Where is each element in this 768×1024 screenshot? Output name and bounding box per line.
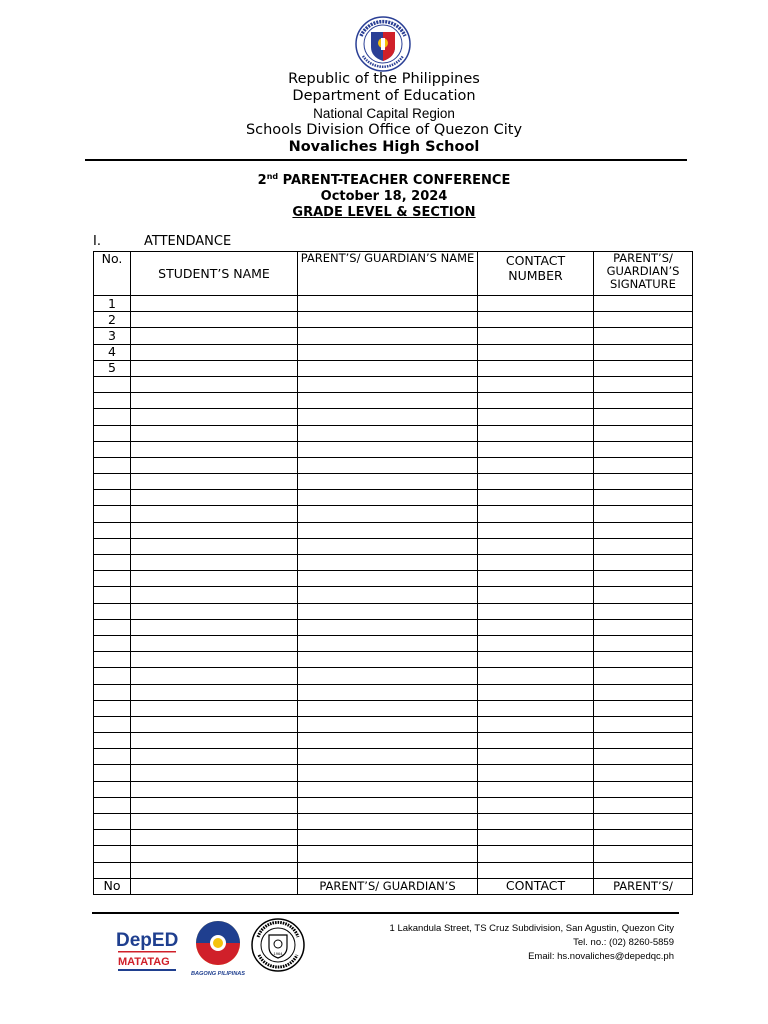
row-number-cell: 1: [94, 296, 131, 312]
parent-name-cell: [298, 619, 478, 635]
student-name-cell: [131, 344, 298, 360]
signature-cell: [594, 328, 693, 344]
signature-cell: [594, 409, 693, 425]
parent-name-cell: [298, 490, 478, 506]
table-row: [94, 328, 693, 344]
contact-number-cell: [478, 474, 594, 490]
signature-cell: [594, 846, 693, 862]
table-row: [94, 555, 693, 571]
row-number-cell: [94, 781, 131, 797]
contact-number-cell: [478, 296, 594, 312]
row-number-cell: 4: [94, 344, 131, 360]
signature-cell: [594, 765, 693, 781]
parent-name-cell: [298, 296, 478, 312]
contact-number-cell: [478, 749, 594, 765]
ordinal-number: 2: [257, 173, 267, 188]
student-name-cell: [131, 457, 298, 473]
student-name-cell: [131, 619, 298, 635]
header-divider: [85, 159, 687, 161]
table-row: [94, 409, 693, 425]
signature-cell: [594, 781, 693, 797]
parent-name-cell: [298, 846, 478, 862]
student-name-cell: [131, 749, 298, 765]
row-number-cell: [94, 538, 131, 554]
signature-cell: [594, 619, 693, 635]
student-name-cell: [131, 522, 298, 538]
contact-number-cell: [478, 522, 594, 538]
row-number-cell: [94, 441, 131, 457]
signature-cell: [594, 652, 693, 668]
parent-name-cell: [298, 474, 478, 490]
table-row: [94, 830, 693, 846]
contact-number-cell: [478, 555, 594, 571]
signature-cell: [594, 603, 693, 619]
table-row: [94, 296, 693, 312]
signature-cell: [594, 457, 693, 473]
row-number-cell: 5: [94, 360, 131, 376]
row-number-cell: [94, 490, 131, 506]
row-number-cell: [94, 603, 131, 619]
parent-name-cell: [298, 830, 478, 846]
student-name-cell: [131, 506, 298, 522]
table-row: [94, 797, 693, 813]
row-number-cell: [94, 830, 131, 846]
parent-name-cell: [298, 555, 478, 571]
student-name-cell: [131, 555, 298, 571]
parent-name-cell: [298, 700, 478, 716]
repeated-header-contact: CONTACT: [478, 878, 594, 894]
contact-number-cell: [478, 457, 594, 473]
table-row: [94, 312, 693, 328]
parent-name-cell: [298, 765, 478, 781]
table-row: [94, 360, 693, 376]
contact-number-cell: [478, 830, 594, 846]
row-number-cell: [94, 862, 131, 878]
signature-cell: [594, 441, 693, 457]
signature-cell: [594, 587, 693, 603]
svg-text:DepED: DepED: [116, 930, 179, 951]
row-number-cell: [94, 619, 131, 635]
table-row: [94, 344, 693, 360]
table-row: [94, 749, 693, 765]
contact-number-cell: [478, 716, 594, 732]
contact-number-cell: [478, 312, 594, 328]
repeated-header-parent: PARENT’S/ GUARDIAN’S: [298, 878, 478, 894]
table-row: [94, 522, 693, 538]
contact-number-cell: [478, 733, 594, 749]
contact-number-cell: [478, 700, 594, 716]
grade-level-section: GRADE LEVEL & SECTION: [292, 205, 476, 220]
contact-number-cell: [478, 797, 594, 813]
contact-number-cell: [478, 781, 594, 797]
parent-name-cell: [298, 393, 478, 409]
student-name-cell: [131, 830, 298, 846]
parent-name-cell: [298, 814, 478, 830]
parent-name-cell: [298, 635, 478, 651]
table-row: [94, 441, 693, 457]
student-name-cell: [131, 328, 298, 344]
parent-name-cell: [298, 457, 478, 473]
parent-name-cell: [298, 781, 478, 797]
contact-number-cell: [478, 765, 594, 781]
signature-cell: [594, 684, 693, 700]
contact-number-cell: [478, 619, 594, 635]
contact-number-cell: [478, 376, 594, 392]
svg-text:1964: 1964: [273, 951, 283, 956]
header-region: National Capital Region: [313, 106, 455, 121]
contact-number-cell: [478, 328, 594, 344]
signature-cell: [594, 814, 693, 830]
student-name-cell: [131, 684, 298, 700]
deped-seal-logo: [351, 16, 415, 72]
signature-cell: [594, 733, 693, 749]
parent-name-cell: [298, 571, 478, 587]
signature-cell: [594, 296, 693, 312]
header-signature: PARENT’S/ GUARDIAN’S SIGNATURE: [594, 252, 693, 296]
row-number-cell: [94, 733, 131, 749]
row-number-cell: [94, 797, 131, 813]
parent-name-cell: [298, 344, 478, 360]
signature-cell: [594, 668, 693, 684]
row-number-cell: [94, 684, 131, 700]
table-row: [94, 506, 693, 522]
contact-number-cell: [478, 425, 594, 441]
table-row: [94, 733, 693, 749]
parent-name-cell: [298, 312, 478, 328]
signature-cell: [594, 862, 693, 878]
signature-cell: [594, 344, 693, 360]
attendance-rows: [94, 296, 693, 895]
contact-number-cell: [478, 846, 594, 862]
contact-number-cell: [478, 603, 594, 619]
row-number-cell: [94, 571, 131, 587]
section-number: I.: [93, 234, 101, 249]
parent-name-cell: [298, 733, 478, 749]
student-name-cell: [131, 425, 298, 441]
row-number-cell: [94, 765, 131, 781]
header-republic: Republic of the Philippines: [288, 71, 480, 87]
student-name-cell: [131, 571, 298, 587]
table-row: [94, 862, 693, 878]
footer-email: Email: hs.novaliches@depedqc.ph: [528, 951, 674, 962]
row-number-cell: [94, 652, 131, 668]
signature-cell: [594, 425, 693, 441]
signature-cell: [594, 749, 693, 765]
row-number-cell: [94, 393, 131, 409]
attendance-table: [93, 251, 693, 895]
student-name-cell: [131, 538, 298, 554]
signature-cell: [594, 474, 693, 490]
table-row: [94, 652, 693, 668]
signature-cell: [594, 538, 693, 554]
parent-name-cell: [298, 603, 478, 619]
row-number-cell: [94, 376, 131, 392]
student-name-cell: [131, 814, 298, 830]
student-name-cell: [131, 393, 298, 409]
contact-number-cell: [478, 360, 594, 376]
parent-name-cell: [298, 684, 478, 700]
contact-number-cell: [478, 393, 594, 409]
student-name-cell: [131, 733, 298, 749]
signature-cell: [594, 571, 693, 587]
student-name-cell: [131, 668, 298, 684]
contact-number-cell: [478, 409, 594, 425]
signature-cell: [594, 360, 693, 376]
contact-number-cell: [478, 684, 594, 700]
student-name-cell: [131, 700, 298, 716]
signature-cell: [594, 522, 693, 538]
student-name-cell: [131, 781, 298, 797]
header-no: No.: [94, 252, 131, 296]
parent-name-cell: [298, 797, 478, 813]
table-row: [94, 684, 693, 700]
student-name-cell: [131, 846, 298, 862]
novaliches-school-seal: [250, 915, 306, 975]
signature-cell: [594, 376, 693, 392]
student-name-cell: [131, 441, 298, 457]
repeated-header-row: [94, 878, 693, 894]
student-name-cell: [131, 716, 298, 732]
table-row: [94, 781, 693, 797]
header-department: Department of Education: [292, 88, 476, 104]
row-number-cell: [94, 409, 131, 425]
parent-name-cell: [298, 376, 478, 392]
row-number-cell: [94, 814, 131, 830]
bagong-pilipinas-logo: [190, 918, 246, 978]
table-row: [94, 538, 693, 554]
signature-cell: [594, 830, 693, 846]
parent-name-cell: [298, 749, 478, 765]
contact-number-cell: [478, 571, 594, 587]
table-row: [94, 603, 693, 619]
table-row: [94, 457, 693, 473]
student-name-cell: [131, 635, 298, 651]
student-name-cell: [131, 652, 298, 668]
table-row: [94, 765, 693, 781]
row-number-cell: [94, 716, 131, 732]
row-number-cell: 2: [94, 312, 131, 328]
signature-cell: [594, 490, 693, 506]
table-row: [94, 700, 693, 716]
parent-name-cell: [298, 652, 478, 668]
row-number-cell: [94, 846, 131, 862]
header-school-name: Novaliches High School: [288, 139, 480, 155]
table-row: [94, 635, 693, 651]
parent-name-cell: [298, 441, 478, 457]
student-name-cell: [131, 376, 298, 392]
signature-cell: [594, 716, 693, 732]
table-row: [94, 376, 693, 392]
signature-cell: [594, 700, 693, 716]
parent-name-cell: [298, 360, 478, 376]
parent-name-cell: [298, 409, 478, 425]
table-row: [94, 716, 693, 732]
footer-telephone: Tel. no.: (02) 8260-5859: [573, 937, 674, 948]
signature-cell: [594, 506, 693, 522]
contact-number-cell: [478, 441, 594, 457]
table-row: [94, 571, 693, 587]
row-number-cell: 3: [94, 328, 131, 344]
signature-cell: [594, 312, 693, 328]
contact-number-cell: [478, 668, 594, 684]
contact-number-cell: [478, 344, 594, 360]
contact-number-cell: [478, 490, 594, 506]
row-number-cell: [94, 474, 131, 490]
contact-number-cell: [478, 538, 594, 554]
student-name-cell: [131, 490, 298, 506]
row-number-cell: [94, 555, 131, 571]
conference-title: [0, 172, 768, 189]
table-row: [94, 490, 693, 506]
section-title: ATTENDANCE: [144, 234, 232, 249]
contact-number-cell: [478, 652, 594, 668]
footer-address: 1 Lakandula Street, TS Cruz Subdivision, San Agustin, Quezon City: [389, 923, 674, 934]
student-name-cell: [131, 296, 298, 312]
table-row: [94, 587, 693, 603]
row-number-cell: [94, 635, 131, 651]
student-name-cell: [131, 312, 298, 328]
header-division: Schools Division Office of Quezon City: [245, 122, 523, 138]
repeated-header-no: No: [94, 878, 131, 894]
row-number-cell: [94, 522, 131, 538]
student-name-cell: [131, 474, 298, 490]
svg-text:MATATAG: MATATAG: [118, 956, 170, 968]
signature-cell: [594, 393, 693, 409]
table-row: [94, 393, 693, 409]
row-number-cell: [94, 668, 131, 684]
footer-divider: [92, 912, 679, 914]
parent-name-cell: [298, 587, 478, 603]
table-row: [94, 425, 693, 441]
row-number-cell: [94, 587, 131, 603]
parent-name-cell: [298, 538, 478, 554]
table-row: [94, 474, 693, 490]
signature-cell: [594, 635, 693, 651]
table-row: [94, 846, 693, 862]
parent-name-cell: [298, 716, 478, 732]
parent-name-cell: [298, 328, 478, 344]
signature-cell: [594, 797, 693, 813]
ordinal-suffix: nd: [266, 172, 279, 181]
student-name-cell: [131, 797, 298, 813]
student-name-cell: [131, 409, 298, 425]
header-parent-name: PARENT’S/ GUARDIAN’S NAME: [298, 252, 478, 296]
row-number-cell: [94, 749, 131, 765]
contact-number-cell: [478, 814, 594, 830]
conference-date: October 18, 2024: [320, 189, 448, 204]
contact-number-cell: [478, 587, 594, 603]
contact-number-cell: [478, 635, 594, 651]
parent-name-cell: [298, 506, 478, 522]
header-student-name: STUDENT’S NAME: [131, 252, 298, 296]
table-row: [94, 619, 693, 635]
parent-name-cell: [298, 425, 478, 441]
signature-cell: [594, 555, 693, 571]
row-number-cell: [94, 700, 131, 716]
parent-name-cell: [298, 668, 478, 684]
conference-event: PARENT-TEACHER CONFERENCE: [278, 173, 511, 188]
contact-number-cell: [478, 862, 594, 878]
student-name-cell: [131, 603, 298, 619]
table-row: [94, 814, 693, 830]
deped-matatag-logo: [115, 921, 179, 977]
table-row: [94, 668, 693, 684]
student-name-cell: [131, 862, 298, 878]
parent-name-cell: [298, 522, 478, 538]
repeated-header-signature: PARENT’S/: [594, 878, 693, 894]
svg-text:BAGONG PILIPINAS: BAGONG PILIPINAS: [190, 971, 246, 977]
student-name-cell: [131, 765, 298, 781]
row-number-cell: [94, 506, 131, 522]
repeated-header-student: [131, 878, 298, 894]
student-name-cell: [131, 587, 298, 603]
row-number-cell: [94, 425, 131, 441]
table-header-row: [94, 252, 693, 296]
contact-number-cell: [478, 506, 594, 522]
parent-name-cell: [298, 862, 478, 878]
row-number-cell: [94, 457, 131, 473]
header-contact-number: CONTACT NUMBER: [478, 252, 594, 296]
student-name-cell: [131, 360, 298, 376]
